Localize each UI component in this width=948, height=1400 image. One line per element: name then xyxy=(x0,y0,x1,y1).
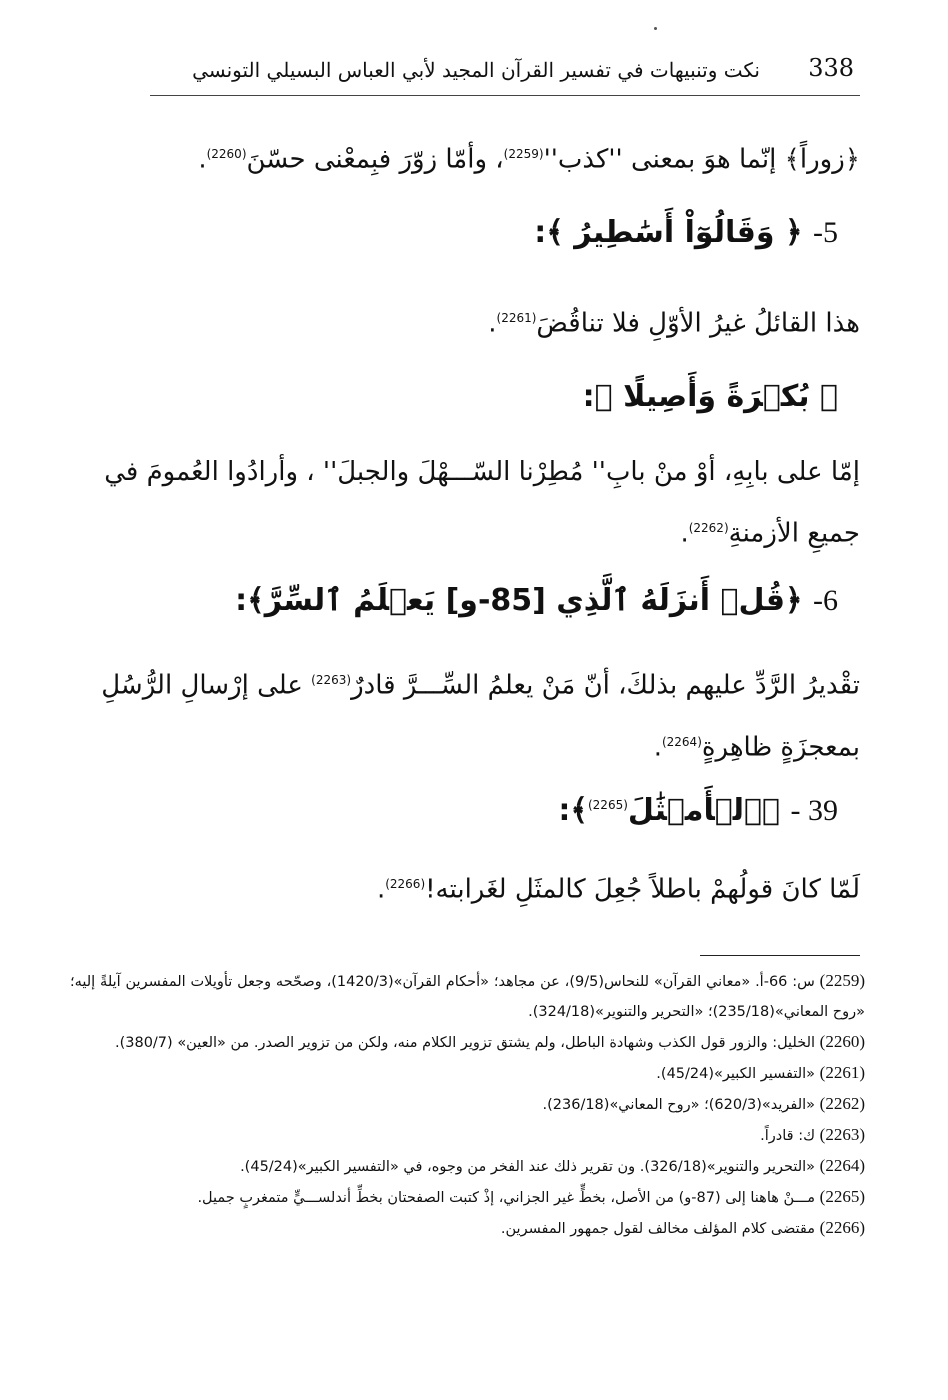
paragraph-text: . xyxy=(488,308,497,339)
paragraph-text: تقْديرُ الرَّدِّ عليهم بذلكَ، أنّ مَنْ يعلمُ السِّـــرَّ قادرٌ xyxy=(351,670,860,701)
footnote-number: (2266) xyxy=(819,1218,865,1237)
paragraph-text: ، وأمّا زوّرَ فبِمعْنى حسّنَ xyxy=(246,144,504,175)
footnote-ref[interactable]: (2264) xyxy=(661,734,702,749)
verse-number: 39 - xyxy=(790,794,838,827)
footnote-number: (2260) xyxy=(819,1032,865,1051)
footnote-text: الخليل: والزور قول الكذب وشهادة الباطل، ولم يشتق تزوير الكلام منه، ولكن من تزوير الصدر. من «العين» (380/7). xyxy=(114,1035,816,1051)
paragraph-imma xyxy=(78,444,860,562)
footnote-2262 xyxy=(70,1089,865,1120)
footnote-number: (2259) xyxy=(819,971,865,990)
footnote-2264 xyxy=(70,1151,865,1182)
verse-text: ﴿قُلۡ أَنزَلَهُ ٱلَّذِي [85-و] يَعۡلَمُ ٱلسِّرَّ﴾ xyxy=(247,583,803,618)
footnote-number: (2262) xyxy=(819,1094,865,1113)
paragraph-text: ﴿زوراً﴾ إنّما هوَ بمعنى ''كذب'' xyxy=(543,144,860,175)
paragraph-text: . xyxy=(376,874,386,905)
footnote-2260 xyxy=(70,1027,865,1058)
footnote-text: مـــنْ هاهنا إلى (87-و) من الأصل، بخطٍّ غير الجزاني، إذْ كتبت الصفحتان بخطِّ أندلســـيٍّ متمغربٍ جميل. xyxy=(197,1190,816,1206)
paragraph-taqdir xyxy=(78,652,860,775)
paragraph-zoor xyxy=(78,126,860,188)
footnote-ref[interactable]: (2265) xyxy=(587,798,628,812)
print-dot xyxy=(654,27,657,30)
footnote-text: «الفريد»(620/3)؛ «روح المعاني»(236/18). xyxy=(542,1097,816,1113)
footnote-divider xyxy=(700,955,860,956)
footnote-ref[interactable]: (2262) xyxy=(688,521,729,535)
footnote-ref[interactable]: (2261) xyxy=(496,311,537,325)
paragraph-text: إمّا على بابِهِ، أوْ منْ بابِ'' مُطِرْنا السّـــهْلَ والجبلَ'' ، وأرادُوا العُمومَ في جميعِ الأزمنةِ xyxy=(104,457,860,549)
footnote-ref[interactable]: (2263) xyxy=(311,673,352,687)
heading-colon: : xyxy=(534,215,547,250)
footnotes xyxy=(70,966,865,1244)
paragraph-text: . xyxy=(653,732,662,763)
footnote-text: مقتضى كلام المؤلف مخالف لقول جمهور المفسرين. xyxy=(500,1221,816,1237)
heading-colon: : xyxy=(582,379,595,414)
verse-text: ﴾ xyxy=(570,793,588,828)
verse-number: 5- xyxy=(813,216,838,249)
footnote-number: (2265) xyxy=(819,1187,865,1206)
running-title: نكت وتنبيهات في تفسير القرآن المجيد لأبي العباس البسيلي التونسي xyxy=(192,58,760,82)
footnote-text: «التحرير والتنوير»(326/18). ون تقرير ذلك عند الفخر من وجوه، في «التفسير الكبير»(45/24). xyxy=(240,1159,816,1175)
verse-text: ﴿ بُكۡرَةً وَأَصِيلًا ﴾ xyxy=(594,379,838,414)
paragraph-qaail xyxy=(78,290,860,352)
footnote-2259 xyxy=(70,966,865,1027)
paragraph-text: . xyxy=(680,518,689,549)
footnote-ref[interactable]: (2266) xyxy=(385,877,426,891)
footnote-2261 xyxy=(70,1058,865,1089)
verse-number: 6- xyxy=(813,584,838,617)
verse-heading-6 xyxy=(78,576,838,626)
verse-text: ﴿ٱلۡأَمۡثَٰلَ xyxy=(627,793,781,828)
header-rule xyxy=(150,95,860,96)
verse-heading-39 xyxy=(78,780,838,836)
verse-heading-5 xyxy=(78,208,838,258)
paragraph-text: . xyxy=(198,144,207,175)
footnote-2265 xyxy=(70,1182,865,1213)
footnote-text: «التفسير الكبير»(45/24). xyxy=(656,1066,816,1082)
paragraph-text: هذا القائلُ غيرُ الأوّلِ فلا تناقُضَ xyxy=(536,308,860,339)
verse-text: ﴿ وَقَالُوٓاْ أَسَٰطِيرُ ﴾ xyxy=(546,215,803,250)
page-header xyxy=(150,52,860,96)
verse-heading-bukra xyxy=(78,372,838,422)
page-number: 338 xyxy=(808,54,854,82)
heading-colon: : xyxy=(558,793,571,828)
paragraph-lamma xyxy=(78,856,860,918)
paragraph-text: على إرْسالِ الرُّسُلِ بمعجزَةٍ ظاهِرةٍ xyxy=(101,670,860,763)
heading-colon: : xyxy=(235,583,248,618)
footnote-text: ك: قادراً. xyxy=(760,1128,816,1144)
footnote-2266 xyxy=(70,1213,865,1244)
paragraph-text: لَمّا كانَ قولُهمْ باطلاً جُعِلَ كالمثَلِ لغَرابته! xyxy=(425,874,860,905)
footnote-number: (2264) xyxy=(819,1156,865,1175)
footnote-2263 xyxy=(70,1120,865,1151)
footnote-text: س: 66-أ. «معاني القرآن» للنحاس(9/5)، عن مجاهد؛ «أحكام القرآن»(1420/3)، وصحّحه وجعل تأويلات المفسرين آيلةً إليه؛ «روح المعاني»(235/18)؛ «التحرير والتنوير»(324/18). xyxy=(70,974,865,1020)
footnote-ref[interactable]: (2260) xyxy=(206,147,247,161)
footnote-ref[interactable]: (2259) xyxy=(503,147,544,161)
footnote-number: (2261) xyxy=(819,1063,865,1082)
footnote-number: (2263) xyxy=(819,1125,865,1144)
